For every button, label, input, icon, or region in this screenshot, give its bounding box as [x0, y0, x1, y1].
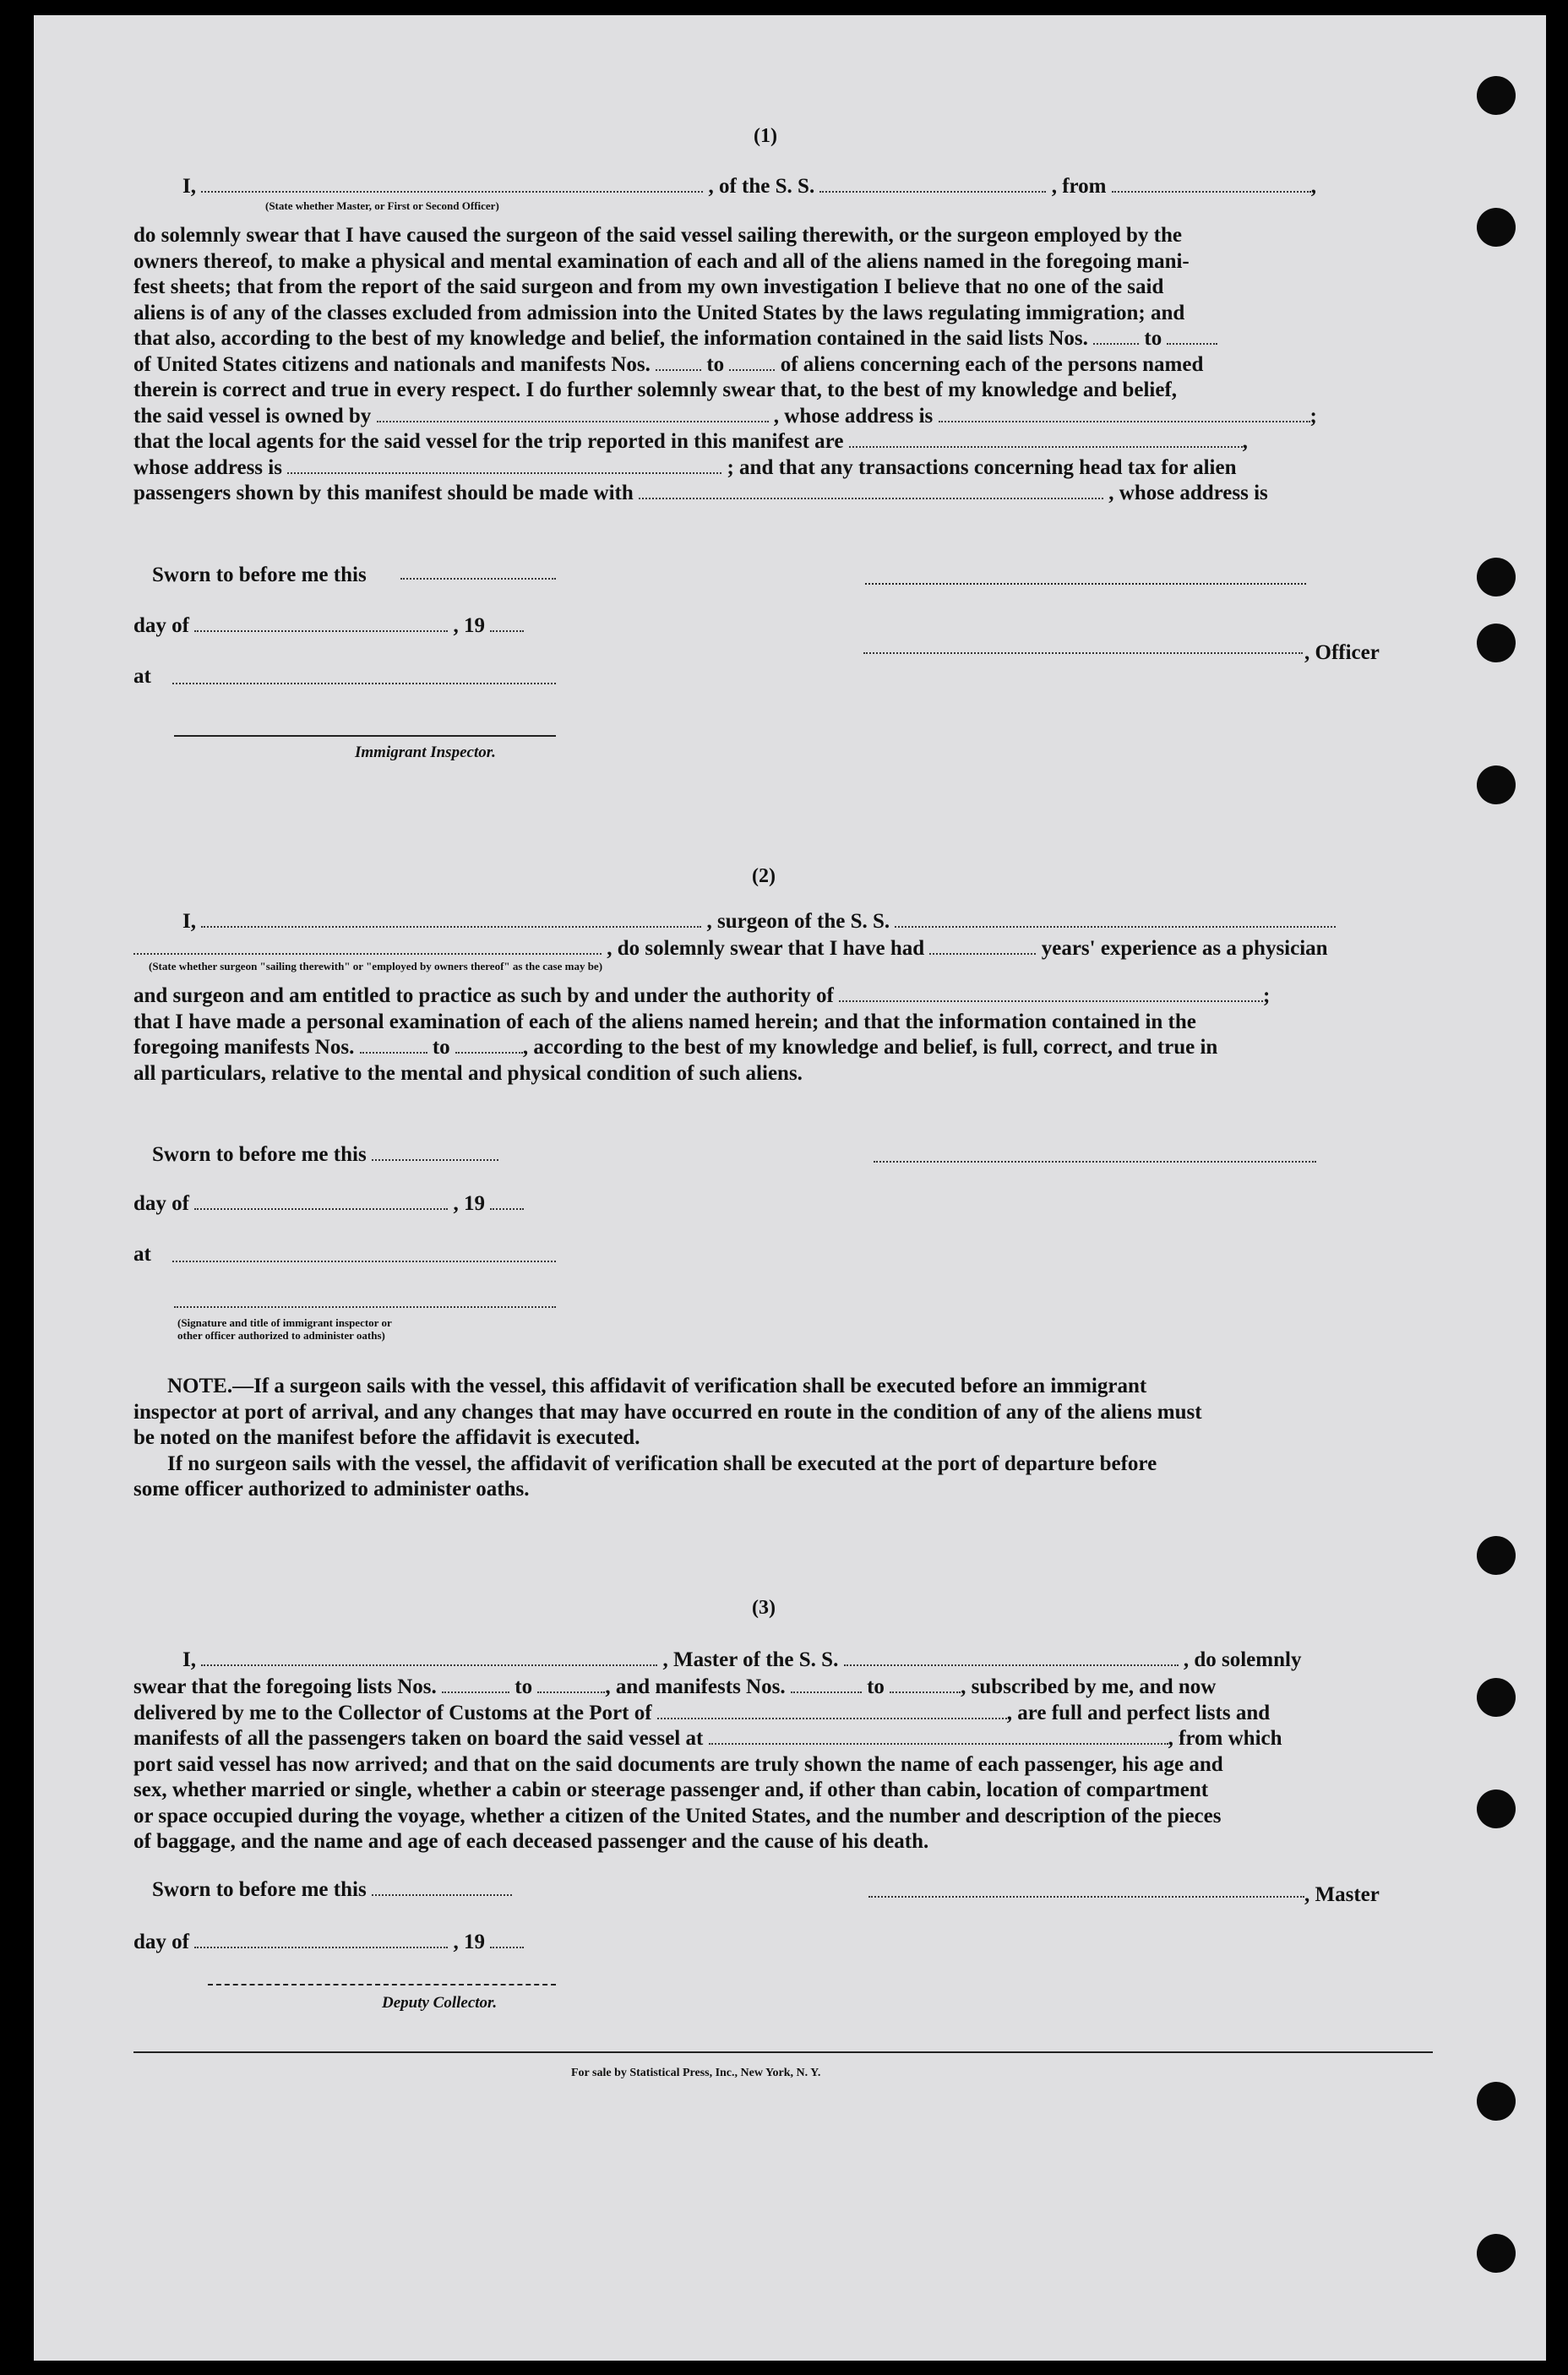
- s3-day-of: day of , 19: [133, 1930, 524, 1956]
- s1-at: at: [133, 665, 151, 688]
- s2-state-note: (State whether surgeon "sailing therewith" or "employed by owners thereof" as the case may be): [149, 960, 603, 972]
- s1-of-the-ss: , of the S. S.: [708, 175, 815, 198]
- s2-signature-line: [174, 1306, 556, 1308]
- s1-from-field: [1112, 176, 1311, 193]
- s1-line: whose address is ; and that any transactions concerning head tax for alien: [133, 455, 1237, 479]
- s1-line: therein is correct and true in every respect. I do further solemnly swear that, to the best of my knowledge and belief,: [133, 379, 1178, 401]
- manifest-back-page: [34, 15, 1546, 2361]
- s2-signature-note-1: (Signature and title of immigrant inspector or: [177, 1316, 392, 1329]
- s1-sworn: Sworn to before me this: [152, 564, 367, 586]
- punch-hole: [1477, 765, 1516, 804]
- s1-para: [133, 223, 1433, 507]
- section-2-number: (2): [752, 865, 776, 887]
- s3-sworn: Sworn to before me this: [152, 1877, 512, 1904]
- footer-rule: [133, 2051, 1433, 2053]
- s2-line2: , do solemnly swear that I have had years' experience as a physician: [133, 936, 1328, 962]
- section-3-number: (3): [752, 1597, 776, 1619]
- s1-line: owners thereof, to make a physical and mental examination of each and all of the aliens named in the foregoing mani-: [133, 249, 1190, 273]
- punch-hole: [1477, 558, 1516, 596]
- s1-inspector-label: Immigrant Inspector.: [355, 744, 496, 761]
- s1-line: aliens is of any of the classes excluded from admission into the United States by the laws regulating immigration; and: [133, 301, 1185, 324]
- punch-hole: [1477, 2082, 1516, 2121]
- s2-at-field: [172, 1261, 556, 1262]
- s1-sworn-field: [400, 578, 556, 580]
- s1-line: of United States citizens and nationals and manifests Nos. to of aliens concerning each of the persons named: [133, 352, 1204, 376]
- s3-master-label: , Master: [1304, 1883, 1380, 1906]
- punch-hole: [1477, 624, 1516, 662]
- s2-sig-line: [874, 1161, 1316, 1163]
- s1-line: passengers shown by this manifest should be made with , whose address is: [133, 482, 1268, 504]
- punch-hole: [1477, 76, 1516, 115]
- s1-officer-sig-line: [865, 583, 1306, 585]
- punch-hole: [1477, 1536, 1516, 1575]
- s1-line: that also, according to the best of my knowledge and belief, the information contained in the said lists Nos. to: [133, 326, 1433, 352]
- punch-hole: [1477, 208, 1516, 247]
- s2-intro-line: I, , surgeon of the S. S.: [182, 909, 1336, 935]
- s1-line: the said vessel is owned by , whose address is ;: [133, 404, 1317, 428]
- s1-officer-field: [863, 652, 1303, 654]
- s2-at: at: [133, 1243, 151, 1266]
- s1-state-note: (State whether Master, or First or Second Officer): [265, 199, 499, 212]
- section-1-number: (1): [754, 125, 777, 147]
- s2-note: NOTE.—If a surgeon sails with the vessel, this affidavit of verification shall be executed before an immigrant inspector at port of arrival, and any changes that may have occurred en route in the condition of any of the aliens must be noted on the manifest before the affidavit is executed. If no surgeon sails with the vessel, the affidavit of verification shall be executed at the port of departure before some officer authorized to administer oaths.: [133, 1375, 1202, 1501]
- s1-i: I,: [182, 175, 196, 198]
- s2-signature-note-2: other officer authorized to administer oaths): [177, 1329, 385, 1342]
- s3-master-field: [868, 1896, 1304, 1898]
- s3-intro-line: I, , Master of the S. S. , do solemnly: [182, 1648, 1302, 1671]
- s3-deputy-label: Deputy Collector.: [382, 1994, 498, 2012]
- s1-officer-label: , Officer: [1304, 641, 1380, 664]
- s1-inspector-line: [174, 735, 556, 737]
- punch-hole: [1477, 1789, 1516, 1828]
- s1-intro-line: I, , of the S. S. , from ,: [182, 175, 1316, 198]
- punch-hole: [1477, 1678, 1516, 1717]
- s1-line: that the local agents for the said vessel for the trip reported in this manifest are ,: [133, 430, 1248, 453]
- s1-from: , from: [1051, 175, 1107, 198]
- s1-line: fest sheets; that from the report of the said surgeon and from my own investigation I believe that no one of the said: [133, 275, 1164, 298]
- s3-deputy-line: [208, 1984, 556, 1986]
- s2-sworn: Sworn to before me this: [152, 1142, 498, 1168]
- s1-day-of: day of , 19: [133, 613, 524, 640]
- s1-officer-field: [201, 176, 703, 193]
- note-label: NOTE.: [167, 1375, 233, 1397]
- s1-line: do solemnly swear that I have caused the surgeon of the said vessel sailing therewith, or the surgeon employed by the: [133, 224, 1182, 247]
- s3-para: swear that the foregoing lists Nos. to , and manifests Nos. to , subscribed by me, and now delivered by me to the Collector of Customs at the Port of , are full and perfect lists and manifests of all the passengers taken on board the said vessel at , from which port said vessel has now arrived; and that on the said documents are truly shown the name of each passenger, his age and sex, whether married or single, whether a cabin or steerage passenger and, if other than cabin, location of compartment or space occupied during the voyage, whether a citizen of the United States, and the number and description of the pieces of baggage, and the name and age of each deceased passenger and the cause of his death.: [133, 1675, 1282, 1853]
- s2-day-of: day of , 19: [133, 1191, 524, 1217]
- s2-para: and surgeon and am entitled to practice as such by and under the authority of ; that I have made a personal examination of each of the aliens named herein; and that the information contained in the foregoing manifests Nos. to , according to the best of my knowledge and belief, is full, correct, and true in all particulars, relative to the mental and physical condition of such aliens.: [133, 984, 1271, 1085]
- s1-vessel-field: [819, 176, 1046, 193]
- s1-at-field: [172, 683, 556, 684]
- punch-hole: [1477, 2234, 1516, 2273]
- printer-credit: For sale by Statistical Press, Inc., New York, N. Y.: [571, 2067, 821, 2079]
